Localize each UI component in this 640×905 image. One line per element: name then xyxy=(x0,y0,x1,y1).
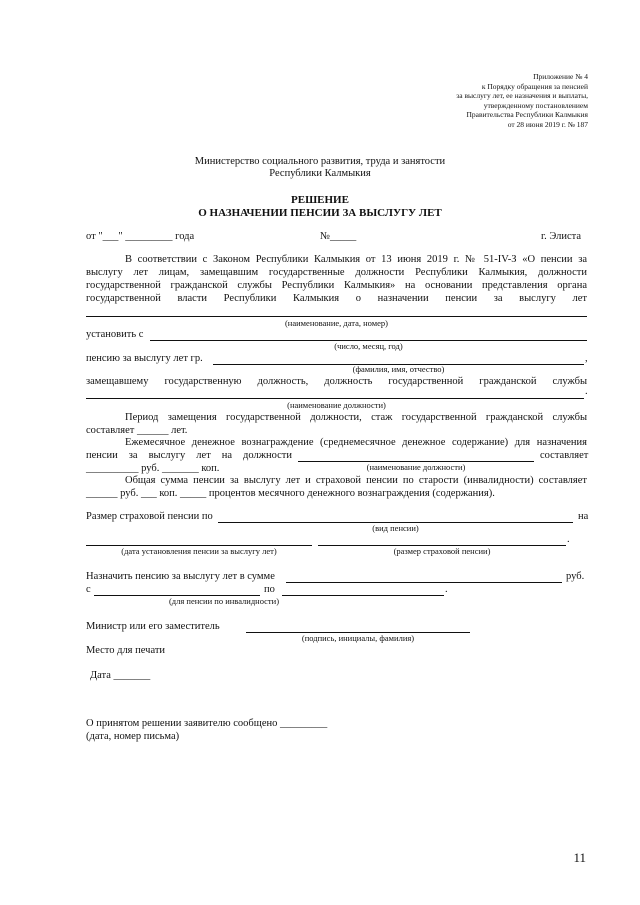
caption: (наименование должности) xyxy=(366,462,466,472)
paragraph-line: государственной гражданской службы Республики Калмыкия» на основании представления органа xyxy=(86,280,587,291)
ministry-line: Республики Калмыкия xyxy=(269,168,371,179)
comma: . xyxy=(585,386,588,397)
date-label: Дата _______ xyxy=(90,670,151,681)
monthly-line: пенсии за выслугу лет на должности xyxy=(86,450,292,461)
paragraph-line: В соответствии с Законом Республики Калмыкия от 13 июня 2019 г. № 51-IV-З «О пенсии за xyxy=(125,254,587,265)
caption: (подпись, инициалы, фамилия) xyxy=(301,633,415,643)
period-line: составляет ______ лет. xyxy=(86,425,188,436)
decision-number: №_____ xyxy=(320,231,357,242)
ministry-line: Министерство социального развития, труда и занятости xyxy=(194,156,446,167)
document-title xyxy=(0,194,640,219)
appendix-line: к Порядку обращения за пенсией xyxy=(481,81,588,91)
caption: (фамилия, имя, отчество) xyxy=(352,364,445,374)
paragraph-line: государственной власти Республики Калмыкия о назначении пенсии за выслугу лет xyxy=(86,293,587,304)
assign-label: Назначить пенсию за выслугу лет в сумме xyxy=(86,571,275,582)
appendix-line: Приложение № 4 xyxy=(533,72,588,81)
caption: (наименование должности) xyxy=(287,400,386,410)
caption: (число, месяц, год) xyxy=(334,341,403,351)
from-label: с xyxy=(86,584,91,595)
decision-date: от "___" _________ года xyxy=(86,231,195,242)
blank-line xyxy=(86,316,587,317)
caption: (размер страховой пенсии) xyxy=(393,546,491,556)
monthly-line: __________ руб. _______ коп. xyxy=(86,463,220,474)
ministry-name xyxy=(0,156,640,180)
monthly-line: Ежемесячное денежное вознаграждение (среднемесячное денежное содержание) для назначения xyxy=(125,437,587,448)
comma: , xyxy=(585,353,588,364)
blank-line xyxy=(286,582,562,583)
seal-label: Место для печати xyxy=(86,645,166,656)
caption: (вид пенсии) xyxy=(372,523,419,533)
paragraph-line: выслугу лет лицам, замещавшим государственные должности Республики Калмыкия, должности xyxy=(86,267,587,278)
blank-line xyxy=(86,398,584,399)
rub-label: руб. xyxy=(566,571,585,582)
decision-city: г. Элиста xyxy=(541,231,582,242)
minister-label: Министр или его заместитель xyxy=(86,621,220,632)
caption: (наименование, дата, номер) xyxy=(284,318,389,328)
title-line: О НАЗНАЧЕНИИ ПЕНСИИ ЗА ВЫСЛУГУ ЛЕТ xyxy=(198,206,442,219)
appendix-note xyxy=(456,72,588,130)
title-line: РЕШЕНИЕ xyxy=(291,194,349,206)
period-line: Период замещения государственной должности, стаж государственной гражданской службы xyxy=(125,412,587,423)
to-label: по xyxy=(264,584,275,595)
comma: . xyxy=(445,584,448,595)
monthly-line: составляет xyxy=(540,450,589,461)
letter-caption: (дата, номер письма) xyxy=(86,731,180,742)
caption: (дата установления пенсии за выслугу лет) xyxy=(121,546,277,556)
informed-label: О принятом решении заявителю сообщено _________ xyxy=(86,718,328,729)
comma: . xyxy=(567,534,570,545)
appendix-line: утвержденному постановлением xyxy=(483,100,588,110)
insurance-na: на xyxy=(578,511,589,522)
total-line: ______ руб. ___ коп. _____ процентов месячного денежного вознаграждения (содержания). xyxy=(86,488,495,499)
held-line: замещавшему государственную должность, должность государственной гражданской службы xyxy=(86,376,587,387)
appendix-line: от 28 июня 2019 г. № 187 xyxy=(507,119,588,129)
total-line: Общая сумма пенсии за выслугу лет и страховой пенсии по старости (инвалидности) составляет xyxy=(125,475,587,486)
insurance-label: Размер страховой пенсии по xyxy=(86,511,213,522)
caption: (для пенсии по инвалидности) xyxy=(168,596,280,606)
appendix-line: за выслугу лет, ее назначения и выплаты, xyxy=(456,91,588,101)
page-number: 11 xyxy=(573,850,586,865)
establish-label: установить с xyxy=(86,329,144,340)
appendix-line: Правительства Республики Калмыкия xyxy=(466,110,588,120)
pension-to-label: пенсию за выслугу лет гр. xyxy=(86,353,203,364)
